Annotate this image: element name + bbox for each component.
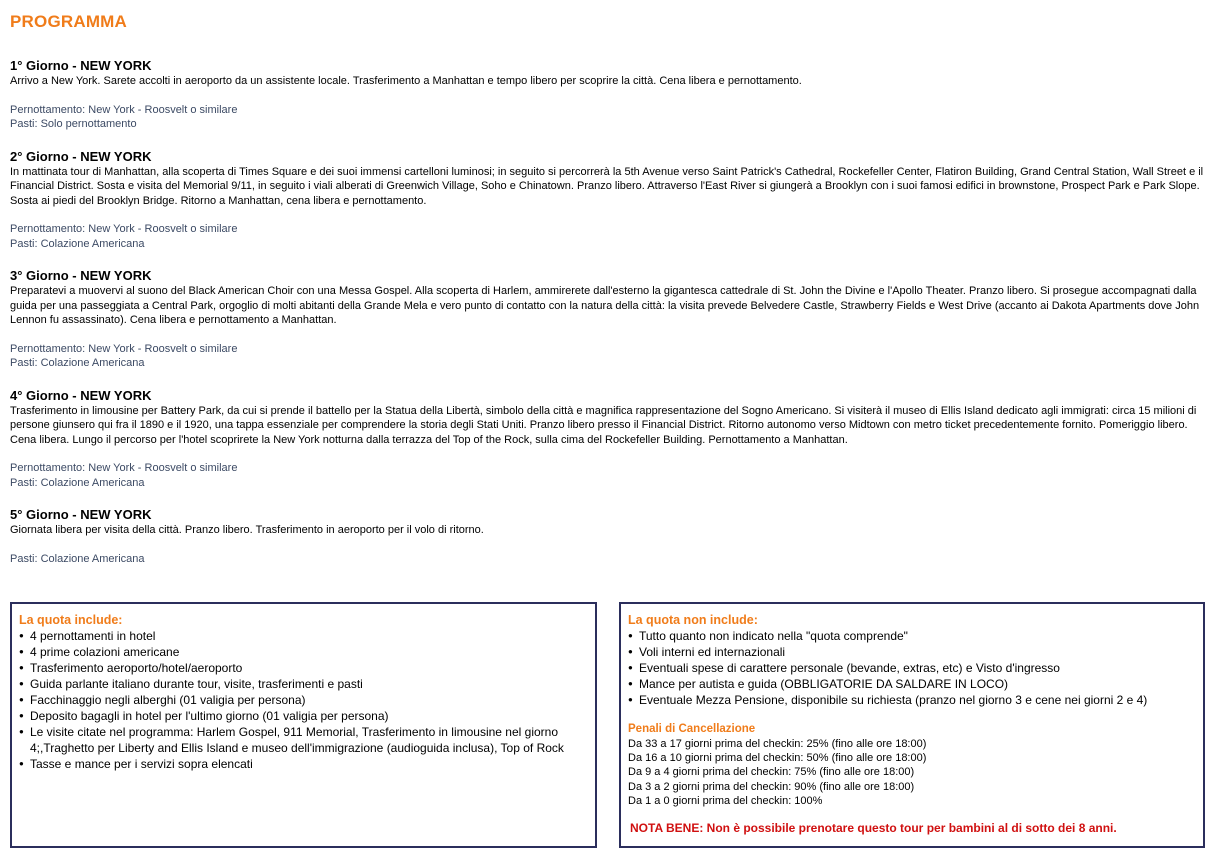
day-hotel: Pernottamento: New York - Roosvelt o similare	[10, 342, 238, 355]
cancellation-heading: Penali di Cancellazione	[628, 723, 756, 735]
cancellation-row: Da 3 a 2 giorni prima del checkin: 90% (fino alle ore 18:00)	[628, 780, 915, 793]
day-meals: Pasti: Solo pernottamento	[10, 118, 137, 130]
day-description: In mattinata tour di Manhattan, alla scoperta di Times Square e dei suoi immensi cartelloni luminosi; in seguito si percorrerà la 5th Avenue verso Saint Patrick's Cathedral, Rockefeller Center, Flatiron Building, Grand Central Station, Wall Street e il Financial District. Sosta e visita del Memorial 9/11, in seguito i viali alberati di Greenwich Village, Soho e Chinatown. Pranzo libero. Attraverso l'East River si giungerà a Brooklyn con i suoi famosi edifici in brownstone, Prospect Park e Park Slope. Sosta ai piedi del Brooklyn Bridge. Ritorno a Manhattan, cena libera e pernottamento.	[10, 165, 1204, 207]
list-item: ● Eventuale Mezza Pensione, disponibile su richiesta (pranzo nel giorno 3 e cene nei giorni 2 e 4)	[628, 692, 1196, 708]
excluded-heading: La quota non include:	[628, 613, 758, 627]
list-item: ● Le visite citate nel programma: Harlem Gospel, 911 Memorial, Trasferimento in limousine nel giorno 4;,Traghetto per Liberty and Ellis Island e museo dell'immigrazione (audioguida inclusa), Top of Rock	[19, 724, 588, 756]
day-meals: Pasti: Colazione Americana	[10, 237, 145, 250]
list-item: ● Deposito bagagli in hotel per l'ultimo giorno (01 valigia per persona)	[19, 708, 588, 724]
cancellation-row: Da 33 a 17 giorni prima del checkin: 25% (fino alle ore 18:00)	[628, 738, 927, 750]
day-description: Preparatevi a muovervi al suono del Black American Choir con una Messa Gospel. Alla scoperta di Harlem, ammirerete dall'esterno la gigantesca cattedrale di St. John the Divine e l'Apollo Theater. Pranzo libero. Si prosegue accompagnati dalla guida per una passeggiata a Central Park, orgoglio di molti abitanti della Grande Mela e vero punto di contatto con la natura della città: la visita prevede Belvedere Castle, Strawberry Fields e West Drive (accanto ai Dakota Apartments dove John Lennon fu assassinato). Cena libera e pernottamento a Manhattan.	[10, 285, 1200, 326]
page-title: PROGRAMMA	[10, 12, 128, 31]
day-title: 2° Giorno - NEW YORK	[10, 148, 152, 164]
day-title: 3° Giorno - NEW YORK	[10, 268, 152, 283]
excluded-box	[619, 602, 1205, 848]
list-item: ● 4 prime colazioni americane	[19, 644, 588, 660]
day-5	[10, 507, 1205, 566]
cancellation-list	[628, 737, 1196, 808]
cancellation-row: Da 16 a 10 giorni prima del checkin: 50% (fino alle ore 18:00)	[628, 752, 927, 765]
day-meals: Pasti: Colazione Americana	[10, 357, 145, 369]
day-3	[10, 268, 1205, 371]
list-item: ● Voli interni ed internazionali	[628, 644, 1196, 660]
day-title: 4° Giorno - NEW YORK	[10, 387, 152, 403]
list-item: ● Tasse e mance per i servizi sopra elencati	[19, 756, 588, 772]
list-item: ● Mance per autista e guida (OBBLIGATORIE DA SALDARE IN LOCO)	[628, 676, 1196, 692]
program-list	[10, 58, 1205, 583]
day-4	[10, 388, 1205, 491]
included-heading: La quota include:	[19, 613, 123, 627]
day-hotel: Pernottamento: New York - Roosvelt o similare	[10, 462, 238, 474]
list-item: ● Trasferimento aeroporto/hotel/aeroporto	[19, 660, 588, 676]
list-item: ● Facchinaggio negli alberghi (01 valigia per persona)	[19, 692, 588, 708]
day-description: Arrivo a New York. Sarete accolti in aeroporto da un assistente locale. Trasferimento a Manhattan e tempo libero per scoprire la città. Cena libera e pernottamento.	[10, 75, 802, 87]
note-warning: NOTA BENE: Non è possibile prenotare questo tour per bambini al di sotto dei 8 anni.	[630, 821, 1117, 836]
excluded-list	[628, 628, 1196, 708]
cancellation-row: Da 1 a 0 giorni prima del checkin: 100%	[628, 794, 823, 807]
included-box	[10, 602, 597, 848]
day-meals: Pasti: Colazione Americana	[10, 552, 145, 565]
day-meals: Pasti: Colazione Americana	[10, 476, 145, 489]
day-description: Giornata libera per visita della città. Pranzo libero. Trasferimento in aeroporto per il volo di ritorno.	[10, 524, 484, 536]
list-item: ● Eventuali spese di carattere personale (bevande, extras, etc) e Visto d'ingresso	[628, 660, 1196, 676]
day-description: Trasferimento in limousine per Battery Park, da cui si prende il battello per la Statua della Libertà, simbolo della città e magnifica rappresentazione del Sogno Americano. Si visiterà il museo di Ellis Island dedicato agli immigrati: circa 15 milioni di persone giunsero qui fra il 1890 e il 1920, una tappa essenziale per comprendere la storia degli Stati Uniti. Pranzo libero presso il Financial District. Ritorno autonomo verso Midtown con metro ticket precedentemente fornito. Pomeriggio libero. Cena libera. Lungo il percorso per l'hotel scoprirete la New York notturna dalla terrazza del Top of the Rock, sulla cima del Rockefeller Building. Pernottamento a Manhattan.	[10, 404, 1197, 446]
day-1	[10, 58, 1205, 132]
list-item: ● Tutto quanto non indicato nella "quota comprende"	[628, 628, 1196, 644]
day-hotel: Pernottamento: New York - Roosvelt o similare	[10, 223, 238, 235]
day-title: 5° Giorno - NEW YORK	[10, 507, 152, 522]
included-list	[19, 628, 588, 772]
day-hotel: Pernottamento: New York - Roosvelt o similare	[10, 103, 238, 116]
cancellation-row: Da 9 a 4 giorni prima del checkin: 75% (fino alle ore 18:00)	[628, 766, 915, 779]
day-title: 1° Giorno - NEW YORK	[10, 58, 152, 73]
list-item: ● 4 pernottamenti in hotel	[19, 628, 588, 644]
day-2	[10, 149, 1205, 252]
list-item: ● Guida parlante italiano durante tour, visite, trasferimenti e pasti	[19, 676, 588, 692]
